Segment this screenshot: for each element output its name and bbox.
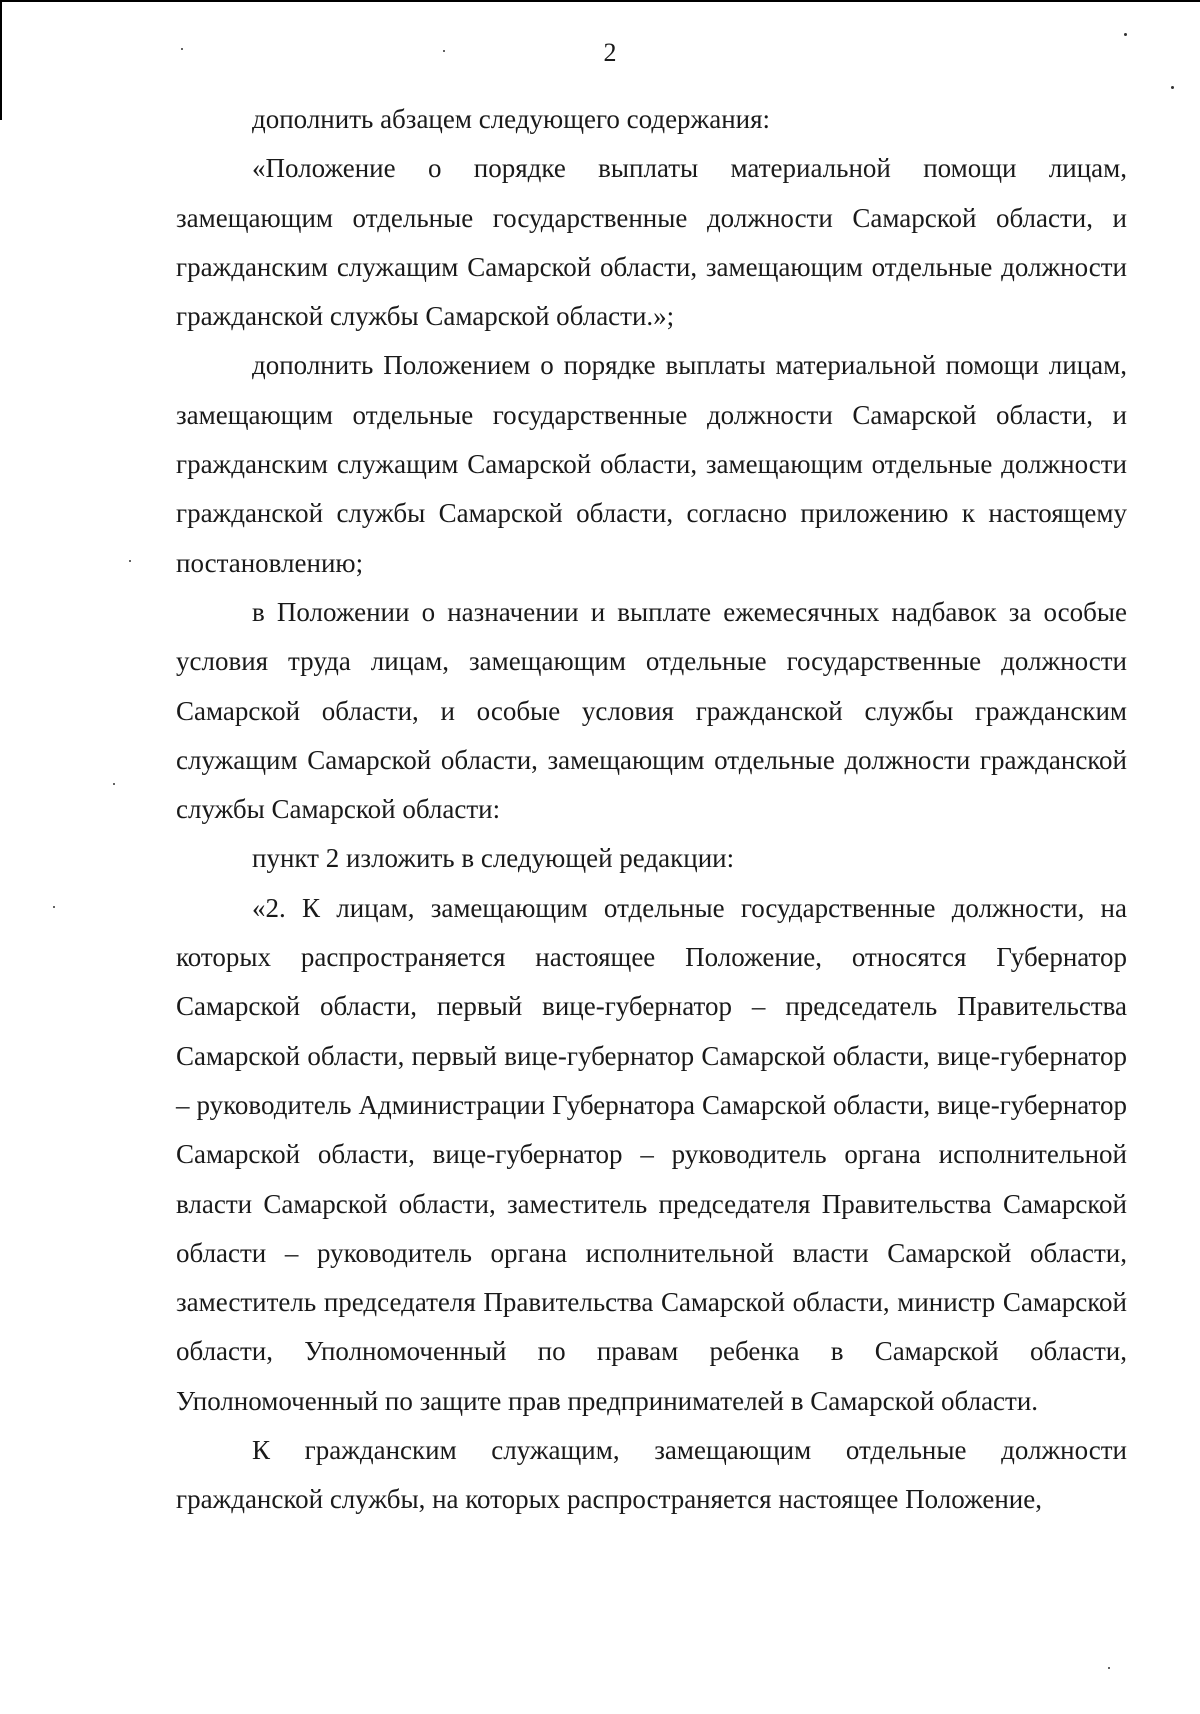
scan-border-top	[0, 0, 1200, 2]
paragraph-5: пункт 2 изложить в следующей редакции:	[252, 843, 735, 874]
scan-speck	[181, 48, 183, 50]
paragraph-4: в Положении о назначении и выплате ежемесячных надбавок за особые условия труда лицам, замещающим отдельные государственные должности Самарской области, и особые условия гражданской службы гражданским служащим Самарской области, замещающим отдельные должности гражданской службы Самарской области:	[176, 596, 1127, 825]
document-body	[176, 95, 1127, 1525]
scan-speck	[1108, 1667, 1110, 1669]
paragraph-1: дополнить абзацем следующего содержания:	[252, 104, 771, 134]
scan-speck	[1124, 33, 1127, 36]
paragraph-7: К гражданским служащим, замещающим отдельные должности гражданской службы, на которых распространяется настоящее Положение,	[176, 1435, 1127, 1515]
scan-speck	[1171, 86, 1174, 89]
page-number: 2	[603, 38, 617, 67]
scan-speck	[129, 560, 131, 562]
scan-speck	[113, 783, 115, 785]
paragraph-6: «2. К лицам, замещающим отдельные государственные должности, на которых распространяется настоящее Положение, относятся Губернатор Самарской области, первый вице-губернатор – председатель Правительства Самарской области, первый вице-губернатор Самарской области, вице-губернатор – руководитель Администрации Губернатора Самарской области, вице-губернатор Самарской области, вице-губернатор – руководитель органа исполнительной власти Самарской области, заместитель председателя Правительства Самарской области – руководитель органа исполнительной власти Самарской области, заместитель председателя Правительства Самарской области, министр Самарской области, Уполномоченный по правам ребенка в Самарской области, Уполномоченный по защите прав предпринимателей в Самарской области.	[176, 892, 1127, 1416]
paragraph-2: «Положение о порядке выплаты материальной помощи лицам, замещающим отдельные государственные должности Самарской области, и гражданским служащим Самарской области, замещающим отдельные должности гражданской службы Самарской области.»;	[176, 153, 1127, 332]
paragraph-3: дополнить Положением о порядке выплаты материальной помощи лицам, замещающим отдельные государственные должности Самарской области, и гражданским служащим Самарской области, замещающим отдельные должности гражданской службы Самарской области, согласно приложению к настоящему постановлению;	[176, 350, 1127, 578]
scan-speck	[53, 906, 55, 908]
scan-speck	[443, 50, 445, 52]
